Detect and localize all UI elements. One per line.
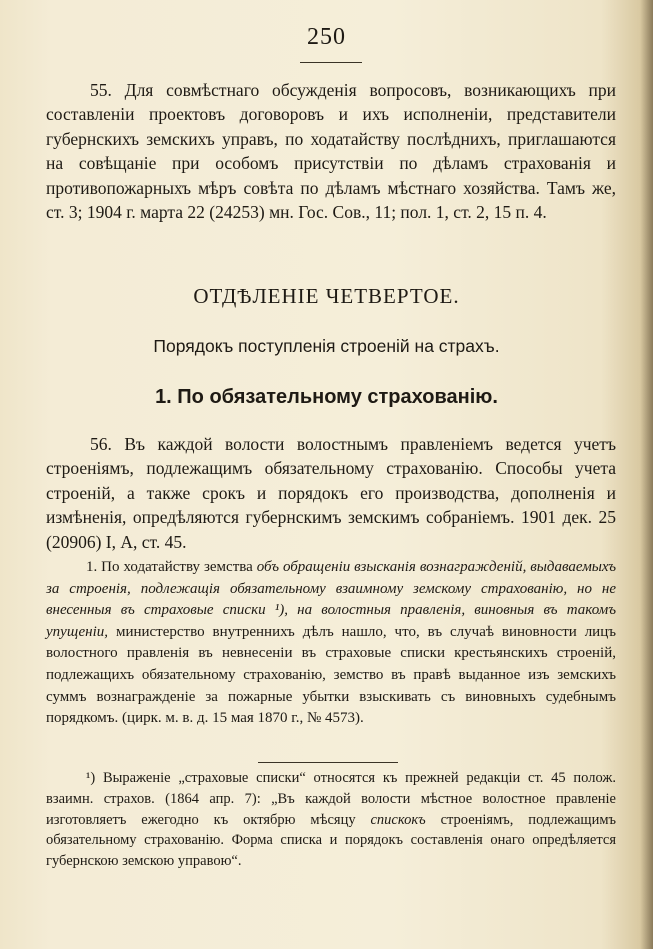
note-1-rest: министерство внутреннихъ дѣлъ нашло, что, въ случаѣ виновности лицъ волостного правленія въ невнесеніи въ страховые списки крестьянскихъ строеній, подлежащихъ обязательному страхованію, земство въ правѣ выданное изъ земскихъ суммъ вознагражденіе за пожарные убытки взыскивать съ виновныхъ судебнымъ порядкомъ. (цирк. м. в. д. 15 мая 1870 г., № 4573). bbox=[46, 623, 616, 727]
footnote-italic: спискокъ bbox=[370, 811, 426, 828]
note-1 bbox=[46, 557, 616, 730]
header-rule bbox=[300, 62, 362, 63]
article-56-text: 56. Въ каждой волости волостнымъ правленіемъ ведется учетъ строеніямъ, подлежащимъ обязательному страхованію. Способы учета строеній, а также срокъ и порядокъ его производства, дополненія и измѣненія, опредѣляются губернскимъ земскимъ собраніемъ. 1901 дек. 25 (20906) I, А, ст. 45. bbox=[46, 434, 616, 552]
page-number: 250 bbox=[307, 24, 346, 50]
footnote-rule bbox=[258, 762, 398, 763]
note-1-italic: объ обращеніи взысканія вознагражденій, выдаваемыхъ за строенія, подлежащія обязательному взаимному земскому страхованію, но не внесенныя въ страховые списки ¹), на волостныя правленія, виновныя въ такомъ упущеніи, bbox=[46, 559, 616, 640]
section-subtitle: Порядокъ поступленія строеній на страхъ. bbox=[153, 336, 500, 356]
footnote-text bbox=[46, 768, 616, 872]
article-55-text: 55. Для совмѣстнаго обсужденія вопросовъ, возникающихъ при составленіи проектовъ договоровъ и ихъ исполненіи, представители губернскихъ земскихъ управъ, по ходатайству послѣднихъ, приглашаются на совѣщаніе при особомъ присутствіи по дѣламъ страхованія и противопожарныхъ мѣръ совѣта по дѣламъ мѣстнаго хозяйства. Тамъ же, ст. 3; 1904 г. марта 22 (24253) мн. Гос. Сов., 11; пол. 1, ст. 2, 15 п. 4. bbox=[46, 80, 616, 223]
footnote bbox=[46, 768, 616, 872]
section-title: ОТДѢЛЕНІЕ ЧЕТВЕРТОЕ. bbox=[193, 284, 460, 308]
article-55 bbox=[46, 78, 616, 224]
footnote-lead: ¹) Выраженіе „страховые списки“ относятся къ прежней редакціи ст. 45 полож. взаимн. страхов. (1864 апр. 7): „Въ каждой волости мѣстное волостное правленіе изготовляетъ ежегодно къ октябрю мѣсяцу bbox=[46, 770, 616, 828]
footnote-rest: строеніямъ, подлежащимъ обязательному страхованію. Форма списка и порядокъ составленія онаго опредѣляется губернскою земскою управою“. bbox=[46, 811, 617, 870]
subheading: 1. По обязательному страхованію. bbox=[155, 386, 498, 408]
note-1-text bbox=[46, 557, 616, 730]
article-56 bbox=[46, 432, 616, 554]
note-1-lead: 1. По ходатайству земства bbox=[86, 559, 257, 575]
